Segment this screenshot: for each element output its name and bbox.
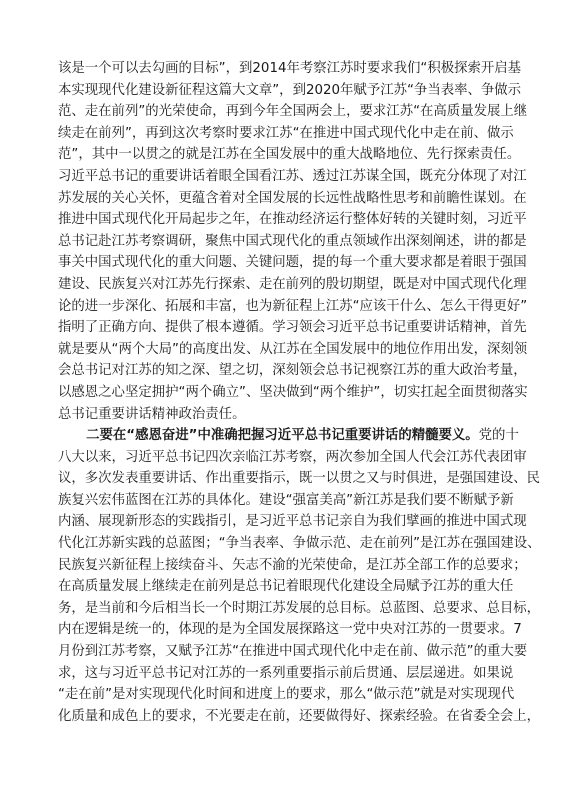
- text-line: 议，多次发表重要讲话、作出重要指示，既一以贯之又与时俱进，是强国建设、民: [58, 471, 541, 487]
- text-line: 就是要从“两个大局”的高度出发、从江苏在全国发展中的地位作用出发，深刻领: [58, 341, 528, 357]
- text-line: 建设、民族复兴对江苏先行探索、走在前列的殷切期望，既是对中国式现代化理: [58, 276, 527, 292]
- text-line: 在高质量发展上继续走在前列是总书记着眼现代化建设全局赋予江苏的重大任: [58, 579, 514, 595]
- text-line: 本实现现代化建设新征程这篇大文章”，到2020年赋予江苏“争当表率、争做示: [58, 82, 522, 98]
- text-line: 范”，其中一以贯之的就是江苏在全国发展中的重大战略地位、先行探索责任。: [58, 147, 521, 163]
- text-line: 续走在前列”，再到这次考察时要求江苏“在推进中国式现代化中走在前、做示: [58, 125, 514, 141]
- paragraph-2-first-line: [58, 425, 519, 447]
- paragraph-1: [58, 58, 528, 425]
- text-line: 以感恩之心坚定拥护“两个确立”、坚决做到“两个维护”，切实扛起全面贯彻落实: [58, 384, 528, 400]
- text-line: 月份到江苏考察，又赋予江苏“在推进中国式现代化中走在前、做示范”的重大要: [58, 644, 528, 660]
- text-line: 总书记赴江苏考察调研，聚焦中国式现代化的重点领域作出深刻阐述，讲的都是: [58, 233, 527, 249]
- section-heading: 二要在“感恩奋进”中准确把握习近平总书记重要讲话的精髓要义。: [86, 428, 479, 444]
- text-line: 求，这与习近平总书记对江苏的一系列重要指示前后贯通、层层递进。如果说: [58, 665, 514, 681]
- text-line: 苏发展的关心关怀，更蕴含着对全国发展的长远性战略性思考和前瞻性谋划。在: [58, 190, 527, 206]
- text-span: 党的十: [478, 428, 519, 444]
- text-line: 论的进一步深化、拓展和丰富，也为新征程上江苏“应该干什么、怎么干得更好”: [58, 298, 528, 314]
- text-line: 推进中国式现代化开局起步之年，在推动经济运行整体好转的关键时刻，习近平: [58, 212, 527, 228]
- text-line: 代化江苏新实践的总蓝图；“争当表率、争做示范、走在前列”是江苏在强国建设、: [58, 536, 541, 552]
- text-line: 习近平总书记的重要讲话着眼全国看江苏、透过江苏谋全国，既充分体现了对江: [58, 168, 527, 184]
- text-line: 务，是当前和今后相当长一个时期江苏发展的总目标。总蓝图、总要求、总目标，: [58, 600, 541, 616]
- text-line: “走在前”是对实现现代化时间和进度上的要求，那么“做示范”就是对实现现代: [58, 687, 515, 703]
- text-line: 八大以来，习近平总书记四次亲临江苏考察，两次参加全国人代会江苏代表团审: [58, 449, 527, 465]
- text-line: 范、走在前列”的光荣使命，再到今年全国两会上，要求江苏“在高质量发展上继: [58, 104, 528, 120]
- text-line: 会总书记对江苏的知之深、望之切，深刻领会总书记视察江苏的重大政治考量，: [58, 363, 527, 379]
- text-line: 该是一个可以去勾画的目标”，到2014年考察江苏时要求我们“积极探索开启基: [58, 61, 522, 76]
- text-line: 内涵、展现新形态的实践指引，是习近平总书记亲自为我们擘画的推进中国式现: [58, 514, 527, 530]
- text-line: 族复兴宏伟蓝图在江苏的具体化。建设“强富美高”新江苏是我们要不断赋予新: [58, 492, 514, 508]
- text-line: 事关中国式现代化的重大问题、关键问题，提的每一个重大要求都是着眼于强国: [58, 255, 527, 271]
- text-line: 总书记重要讲话精神政治责任。: [58, 406, 246, 422]
- text-line: 指明了正确方向、提供了根本遵循。学习领会习近平总书记重要讲话精神，首先: [58, 320, 527, 336]
- paragraph-2: [58, 425, 541, 727]
- text-line: 内在逻辑是统一的，体现的是为全国发展探路这一党中央对江苏的一贯要求。7: [58, 622, 522, 638]
- text-line: 化质量和成色上的要求，不光要走在前，还要做得好、探索经验。在省委全会上，: [58, 708, 541, 724]
- text-line: 民族复兴新征程上接续奋斗、矢志不渝的光荣使命，是江苏全部工作的总要求；: [58, 557, 527, 573]
